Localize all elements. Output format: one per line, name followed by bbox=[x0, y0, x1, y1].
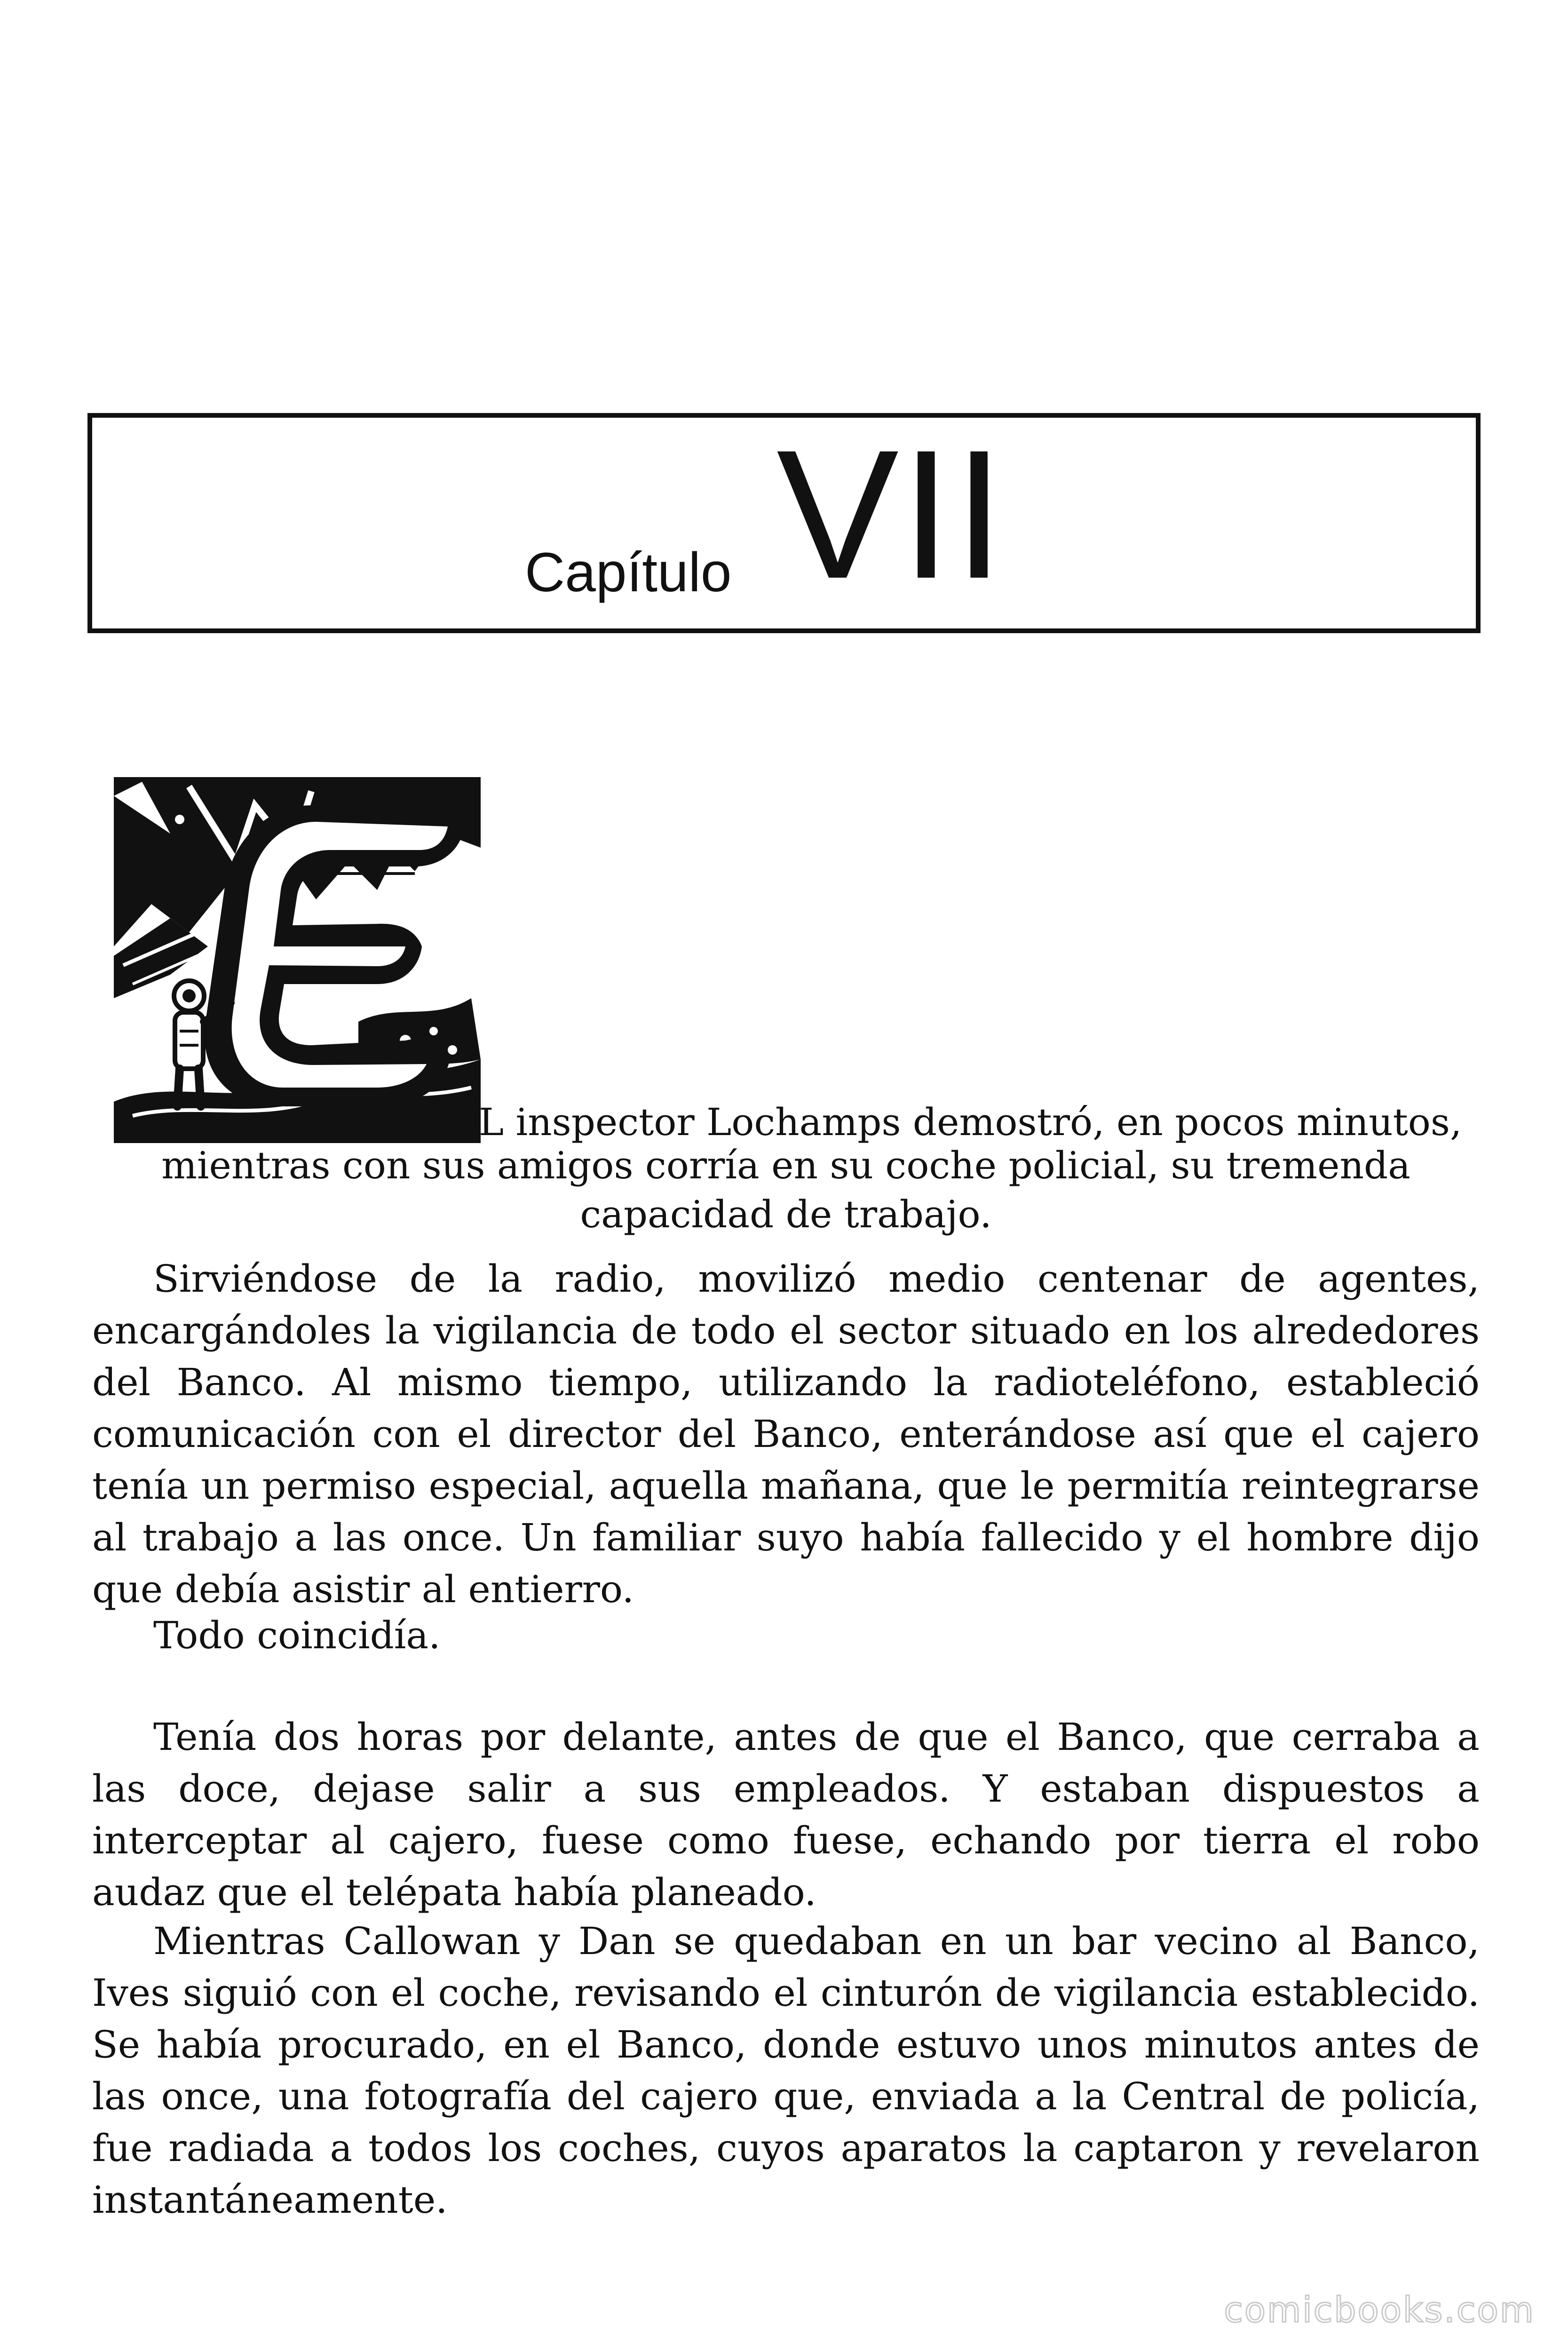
opening-line: L inspector Lochamps demostró, en pocos minutos, bbox=[479, 1100, 1462, 1144]
paragraph-4: Mientras Callowan y Dan se quedaban en un bar vecino al Banco, Ives siguió con el coche, revisando el cinturón de vigilancia establecido. Se había procurado, en el Banco, donde estuvo unos minutos antes de las once, una fotografía del cajero que, enviada a la Central de policía, fue radiada a todos los coches, cuyos aparatos la captaron y revelaron instantáneamente. bbox=[92, 1919, 1480, 2222]
opening-continuation bbox=[92, 1141, 1480, 1239]
paragraph-3: Tenía dos horas por delante, antes de que el Banco, que cerraba a las doce, dejase salir a sus empleados. Y estaban dispuestos a interceptar al cajero, fuese como fuese, echando por tierra el robo audaz que el telépata había planeado. bbox=[92, 1715, 1480, 1914]
paragraph-1: Sirviéndose de la radio, movilizó medio centenar de agentes, encargándoles la vigilancia de todo el sector situado en los alrededores del Banco. Al mismo tiempo, utilizando la radioteléfono, estableció comunicación con el director del Banco, enterándose así que el cajero tenía un permiso especial, aquella mañana, que le permitía reintegrarse al trabajo a las once. Un familiar suyo había fallecido y el hombre dijo que debía asistir al entierro. bbox=[92, 1257, 1480, 1611]
illustrated-drop-cap-e-icon bbox=[114, 777, 481, 1143]
paragraph-2: Todo coincidía. bbox=[153, 1613, 441, 1657]
chapter-heading-box bbox=[87, 413, 1481, 633]
opening-continuation-line: mientras con sus amigos corría en su coche policial, su tremenda bbox=[161, 1144, 1410, 1187]
opening-end-line: capacidad de trabajo. bbox=[580, 1192, 992, 1236]
watermark: comicbooks.com bbox=[1224, 2290, 1535, 2330]
chapter-label: Capítulo bbox=[525, 541, 732, 604]
chapter-number: VII bbox=[776, 412, 1006, 617]
